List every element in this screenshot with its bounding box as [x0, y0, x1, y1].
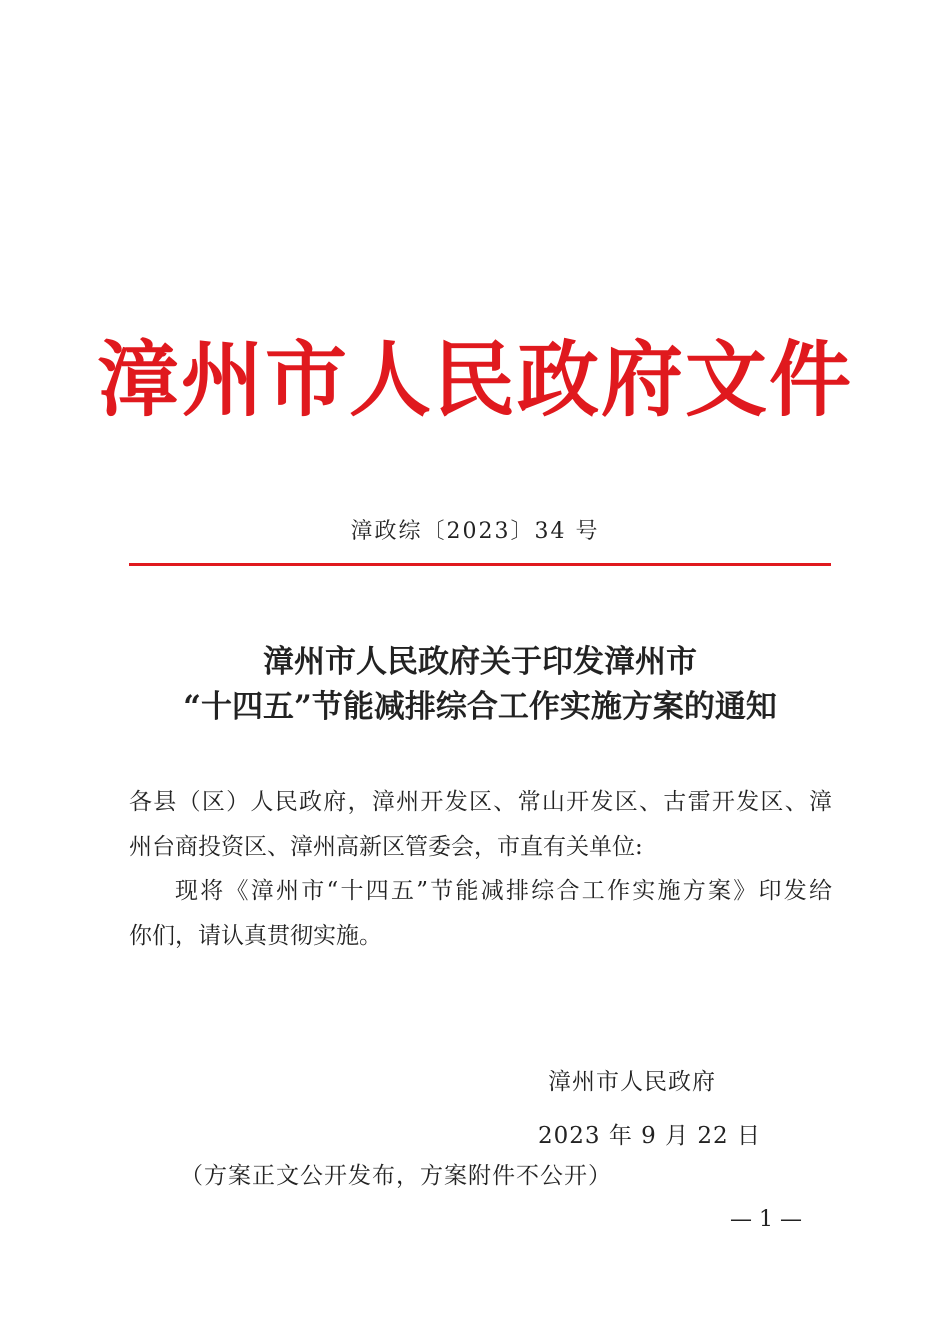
- red-divider: [129, 563, 831, 566]
- signature-organization: 漳州市人民政府: [548, 1069, 716, 1095]
- masthead-title: 漳州市人民政府文件: [96, 332, 853, 428]
- addressee-line-2: 州台商投资区、漳州高新区管委会，市直有关单位:: [129, 834, 643, 860]
- document-title-line-1: 漳州市人民政府关于印发漳州市: [263, 644, 697, 680]
- body-text-line-2: 你们，请认真贯彻实施。: [129, 923, 382, 949]
- publication-note: （方案正文公开发布，方案附件不公开）: [180, 1163, 612, 1189]
- body-text-line-1: 现将《漳州市“十四五”节能减排综合工作实施方案》印发给: [175, 878, 832, 904]
- page-number: — 1 —: [730, 1207, 802, 1232]
- document-title-line-2: “十四五”节能减排综合工作实施方案的通知: [183, 689, 777, 725]
- addressee-line-1: 各县（区）人民政府，漳州开发区、常山开发区、古雷开发区、漳: [129, 789, 832, 815]
- signature-date: 2023 年 9 月 22 日: [538, 1123, 761, 1149]
- document-number: 漳政综〔2023〕34 号: [350, 519, 600, 544]
